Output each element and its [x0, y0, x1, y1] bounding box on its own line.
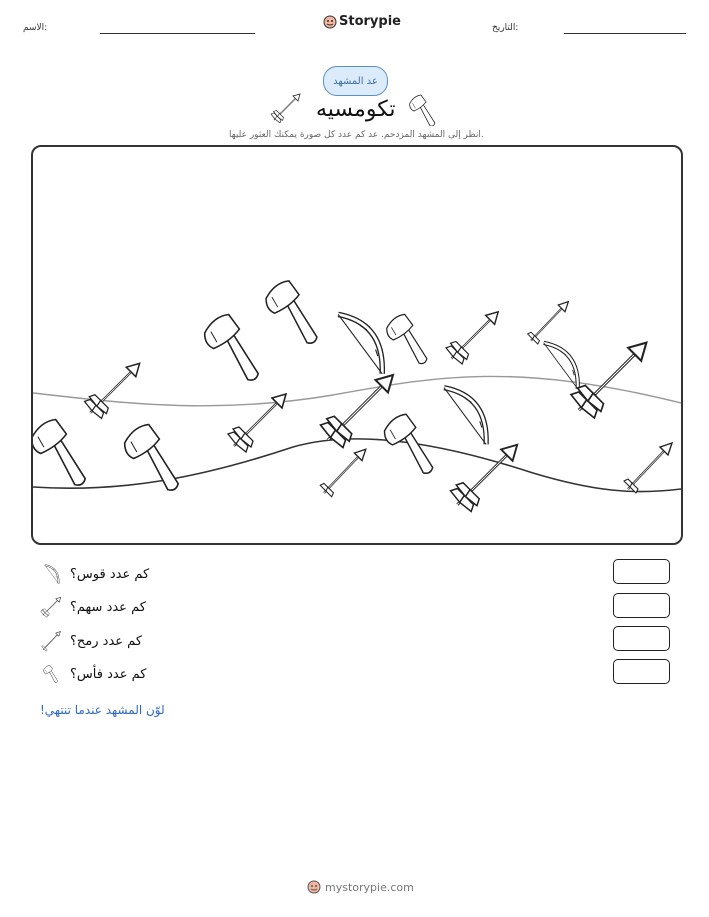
question-axe — [40, 661, 146, 687]
bow-icon — [40, 563, 62, 585]
answer-box-spear[interactable] — [613, 626, 670, 651]
arrow — [228, 394, 286, 452]
spear-icon — [40, 630, 62, 652]
bow — [338, 314, 382, 373]
arrow-icon — [40, 596, 62, 618]
footer-brand — [307, 880, 414, 894]
question-text: كم عدد سهم؟ — [70, 599, 146, 615]
footer-site: mystorypie.com — [325, 880, 414, 894]
page-title: تكومسيه — [316, 97, 396, 122]
brand — [323, 14, 401, 29]
answer-box-axe[interactable] — [613, 659, 670, 684]
spear — [528, 302, 569, 345]
bow — [544, 343, 578, 389]
bow — [444, 388, 486, 445]
question-spear — [40, 628, 142, 654]
axe — [379, 412, 434, 476]
storypie-logo-icon — [307, 880, 321, 894]
question-text: كم عدد رمح؟ — [70, 633, 143, 649]
counting-scene — [31, 145, 683, 545]
axe — [119, 422, 180, 493]
storypie-logo-icon — [323, 15, 337, 29]
spear — [624, 443, 672, 493]
axe-icon — [408, 92, 438, 126]
question-bow — [40, 561, 149, 587]
axe-icon — [40, 663, 62, 685]
brand-name: Storypie — [339, 14, 401, 29]
question-text: كم عدد قوس؟ — [70, 566, 150, 582]
arrow — [321, 375, 394, 448]
question-arrow — [40, 594, 146, 620]
arrow-icon — [268, 93, 304, 123]
spear — [320, 449, 366, 497]
color-instruction: لوّن المشهد عندما تنتهي! — [40, 703, 165, 717]
arrow — [446, 312, 498, 364]
arrow — [571, 343, 646, 418]
arrow — [451, 445, 518, 512]
question-text: كم عدد فأس؟ — [70, 666, 147, 682]
activity-badge: عد المشهد — [323, 66, 388, 96]
date-label: التاريخ: — [492, 23, 519, 33]
answer-box-arrow[interactable] — [613, 593, 670, 618]
axe — [199, 312, 260, 383]
name-line — [100, 33, 255, 34]
axe — [33, 417, 87, 488]
axe — [261, 278, 319, 345]
date-line — [564, 33, 686, 34]
answer-box-bow[interactable] — [613, 559, 670, 584]
arrow — [85, 363, 140, 418]
axe — [382, 312, 428, 365]
name-label: الاسم: — [23, 23, 48, 33]
instructions: انظر إلى المشهد المزدحم. عد كم عدد كل صورة يمكنك العثور عليها. — [229, 130, 484, 140]
